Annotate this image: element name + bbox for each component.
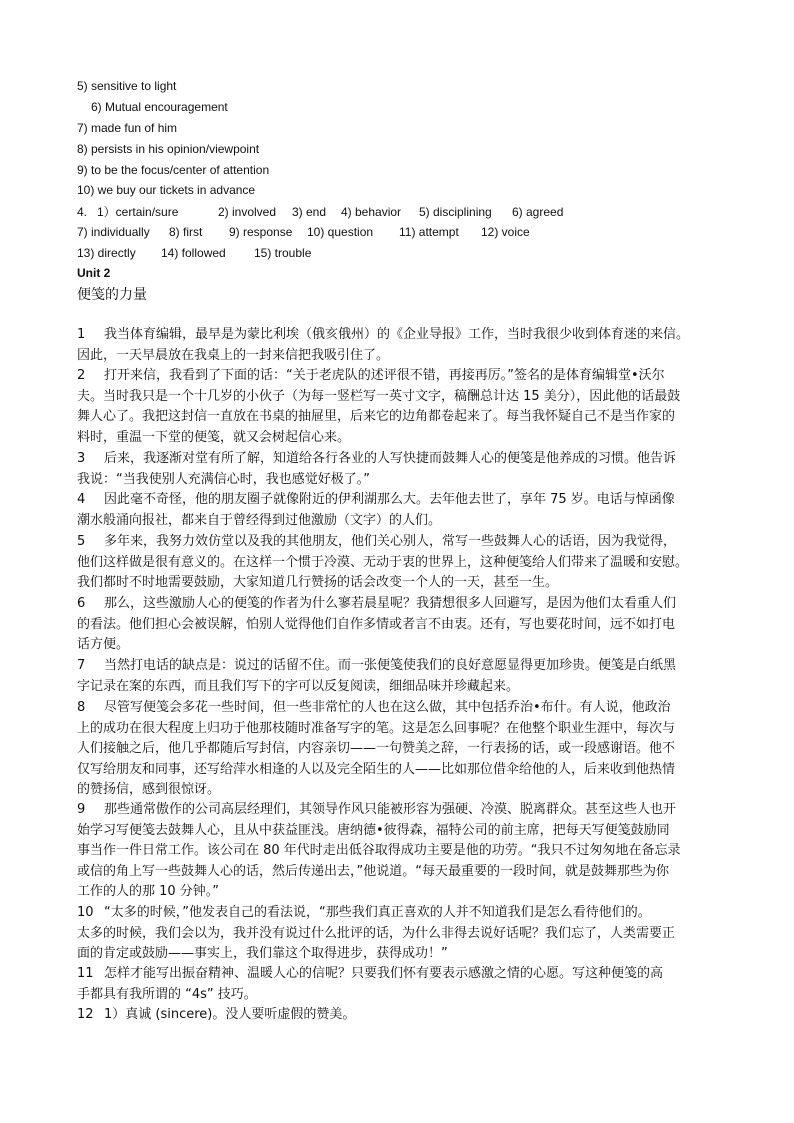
paragraph-text: 事当作一件日常工作。该公司在 80 年代时走出低谷取得成功主要是他的功劳。“我只不过匆匆地在备忘录 — [77, 843, 681, 859]
answer-line: 9) to be the focus/center of attention — [77, 163, 270, 177]
answer-item: 3) end — [292, 205, 327, 219]
paragraph-line — [77, 821, 737, 842]
paragraph-line — [77, 1005, 737, 1026]
paragraph-text: 那些通常傲作的公司高层经理们，其领导作风只能被形容为强硬、冷漠、脱离群众。甚至这些人也开 — [104, 802, 677, 817]
paragraph-text: 话方便。 — [77, 637, 130, 653]
paragraph-text: 字记录在案的东西，而且我们写下的字可以反复阅读，细细品味并珍藏起来。 — [77, 678, 520, 694]
answer-line: 6) Mutual encouragement — [91, 100, 228, 114]
paragraph-text: 他们这样做是很有意义的。在这样一个惯于冷漠、无动于衷的世界上，这种便笺给人们带来了温暖和安慰。 — [77, 554, 689, 570]
paragraph — [77, 964, 737, 1005]
paragraph-number: 4 — [77, 492, 86, 507]
paragraph-text: 后来，我逐渐对堂有所了解，知道给各行各业的人写快捷而鼓舞人心的便笺是他养成的习惯。他告诉 — [104, 451, 677, 466]
answer-item: 14) followed — [161, 246, 226, 260]
answer-item: 13) directly — [77, 246, 136, 260]
paragraph-line — [77, 739, 737, 760]
paragraph-line — [77, 944, 737, 965]
paragraph-line — [77, 903, 737, 924]
paragraph-line — [77, 964, 737, 985]
paragraph-text: 舞人心了。我把这封信一直放在书桌的抽屉里，后来它的边角都卷起来了。每当我怀疑自己不是当作家的 — [77, 409, 676, 425]
paragraph-line — [77, 800, 737, 821]
answer-line: 10) we buy our tickets in advance — [77, 183, 256, 197]
paragraph-number: 6 — [77, 596, 86, 611]
paragraph-text: 的赞扬信，感到很惊讶。 — [77, 782, 221, 798]
paragraph-text: 太多的时候，我们会以为，我并没有说过什么批评的话，为什么非得去说好话呢？我们忘了，人类需要正 — [77, 925, 676, 941]
paragraph-text: 潮水般涌向报社，都来自于曾经得到过他激励（文字）的人们。 — [77, 512, 442, 528]
paragraph-text: 我们都时不时地需要鼓励，大家知道几行赞扬的话会改变一个人的一天，甚至一生。 — [77, 575, 559, 591]
paragraph-text: 工作的人的那 10 分钟。” — [77, 884, 220, 900]
answer-line: 7) made fun of him — [77, 121, 178, 135]
paragraph-text: 我当体育编辑，最早是为蒙比利埃（俄亥俄州）的《企业导报》工作，当时我很少收到体育迷的来信。 — [104, 327, 690, 342]
paragraph-text: 当然打电话的缺点是：说过的话留不住。而一张便笺使我们的良好意愿显得更加珍贵。便笺是白纸黑 — [104, 658, 677, 673]
paragraph-line — [77, 985, 737, 1006]
paragraph-number: 12 — [77, 1007, 94, 1022]
paragraph-line — [77, 594, 737, 615]
answer-item: 12) voice — [481, 225, 530, 239]
answer-item: 4) behavior — [341, 205, 402, 219]
paragraph — [77, 656, 737, 697]
paragraph-line — [77, 532, 737, 553]
paragraph-line — [77, 407, 737, 428]
paragraph-line — [77, 553, 737, 574]
answer-item: 11) attempt — [399, 225, 459, 239]
paragraph-line — [77, 780, 737, 801]
paragraph-text: 夫。当时我只是一个十几岁的小伙子（为每一竖栏写一英寸文字，稿酬总计达 15 美分），因此他的话最鼓 — [77, 388, 681, 404]
answer-line: 5) sensitive to light — [77, 79, 177, 93]
paragraph-number: 9 — [77, 802, 86, 817]
paragraph-line — [77, 366, 737, 387]
paragraph-text: 怎样才能写出振奋精神、温暖人心的信呢？只要我们怀有要表示感激之情的心愿。写这种便笺的高 — [104, 966, 664, 981]
answer-item: 5) disciplining — [419, 205, 492, 219]
paragraph-number: 7 — [77, 658, 86, 673]
paragraph — [77, 532, 737, 594]
paragraph-text: 上的成功在很大程度上归功于他那枝随时准备写字的笔。这是怎么回事呢？在他整个职业生涯中，每次与 — [77, 720, 676, 736]
answer-item: 10) question — [307, 225, 374, 239]
paragraph-line — [77, 656, 737, 677]
paragraph-number: 1 — [77, 327, 86, 342]
paragraph-line — [77, 760, 737, 781]
paragraph — [77, 366, 737, 448]
paragraph-text: 或信的角上写一些鼓舞人心的话，然后传递出去，”他说道。“每天最重要的一段时间，就是鼓舞那些为你 — [77, 863, 669, 879]
paragraph-line — [77, 841, 737, 862]
answer-item: 6) agreed — [512, 205, 564, 219]
paragraph-line — [77, 677, 737, 698]
paragraph-number: 2 — [77, 368, 86, 383]
paragraph-line — [77, 490, 737, 511]
answer-item: 15) trouble — [254, 246, 312, 260]
paragraph-line — [77, 862, 737, 883]
paragraph-line — [77, 387, 737, 408]
paragraph-line — [77, 924, 737, 945]
unit-label: Unit 2 — [77, 266, 111, 280]
paragraph-line — [77, 449, 737, 470]
answer-item: 9) response — [229, 225, 293, 239]
answer-item: 8) first — [169, 225, 203, 239]
paragraph-text: 料时，重温一下堂的便笺，就又会树起信心来。 — [77, 429, 351, 445]
paragraph-line — [77, 346, 737, 367]
answer-item: 2) involved — [218, 205, 277, 219]
paragraph-text: 因此毫不奇怪，他的朋友圈子就像附近的伊利湖那么大。去年他去世了，享年 75 岁。电话与悼函像 — [104, 492, 675, 507]
paragraph-text: 我说：“当我使别人充满信心时，我也感觉好极了。” — [77, 471, 370, 487]
paragraph-line — [77, 635, 737, 656]
paragraph — [77, 1005, 737, 1026]
paragraph-text: 人们接触之后，他几乎都随后写封信，内容亲切——一句赞美之辞，一行表扬的话，或一段感谢语。他不 — [77, 741, 676, 757]
paragraph-number: 8 — [77, 700, 86, 715]
article-title: 便笺的力量 — [77, 287, 147, 303]
answer-item: 4. 1）certain/sure — [77, 205, 179, 219]
paragraph — [77, 903, 737, 965]
paragraph-text: 尽管写便笺会多花一些时间，但一些非常忙的人也在这么做，其中包括乔治•布什。有人说，他政治 — [104, 700, 671, 715]
paragraph-line — [77, 719, 737, 740]
paragraph-text: “太多的时候，”他发表自己的看法说，“那些我们真正喜欢的人并不知道我们是怎么看待他们的。 — [104, 905, 651, 920]
paragraph-number: 11 — [77, 966, 94, 981]
paragraph-text: 面的肯定或鼓励——事实上，我们靠这个取得进步，获得成功！” — [77, 946, 448, 962]
paragraph-text: 手都具有我所谓的 “4s” 技巧。 — [77, 986, 257, 1002]
paragraph-text: 因此，一天早晨放在我桌上的一封来信把我吸引住了。 — [77, 347, 390, 363]
paragraph-line — [77, 882, 737, 903]
paragraph-line — [77, 511, 737, 532]
paragraph-text: 仅写给朋友和同事，还写给萍水相逢的人以及完全陌生的人——比如那位借伞给他的人，后来收到他热情 — [77, 761, 676, 777]
paragraph-line — [77, 428, 737, 449]
paragraph-text: 打开来信，我看到了下面的话：“关于老虎队的述评很不错，再接再厉。”签名的是体育编辑堂•沃尔 — [104, 368, 665, 383]
paragraph — [77, 800, 737, 903]
paragraph — [77, 325, 737, 366]
paragraph — [77, 490, 737, 531]
paragraph-text: 那么，这些激励人心的便笺的作者为什么寥若晨星呢？我猜想很多人回避写，是因为他们太看重人们 — [104, 596, 677, 611]
paragraph-text: 多年来，我努力效仿堂以及我的其他朋友，他们关心别人，常写一些鼓舞人心的话语，因为我觉得， — [104, 534, 677, 549]
paragraph-line — [77, 573, 737, 594]
paragraph-number: 3 — [77, 451, 86, 466]
answer-item: 7) individually — [77, 225, 150, 239]
paragraph-number: 10 — [77, 905, 94, 920]
paragraph-line — [77, 325, 737, 346]
paragraph-line — [77, 615, 737, 636]
paragraph-text: 1）真诚 (sincere)。没人要听虚假的赞美。 — [104, 1007, 356, 1022]
paragraph — [77, 698, 737, 801]
paragraph — [77, 449, 737, 490]
paragraph — [77, 594, 737, 656]
paragraph-number: 5 — [77, 534, 86, 549]
paragraph-line — [77, 698, 737, 719]
answer-line: 8) persists in his opinion/viewpoint — [77, 142, 260, 156]
paragraph-text: 始学习写便笺去鼓舞人心，且从中获益匪浅。唐纳德•彼得森，福特公司的前主席，把每天写便笺鼓励同 — [77, 822, 670, 838]
paragraph-line — [77, 470, 737, 491]
paragraph-text: 的看法。他们担心会被误解，怕别人觉得他们自作多情或者言不由衷。还有，写也要花时间，远不如打电 — [77, 616, 676, 632]
